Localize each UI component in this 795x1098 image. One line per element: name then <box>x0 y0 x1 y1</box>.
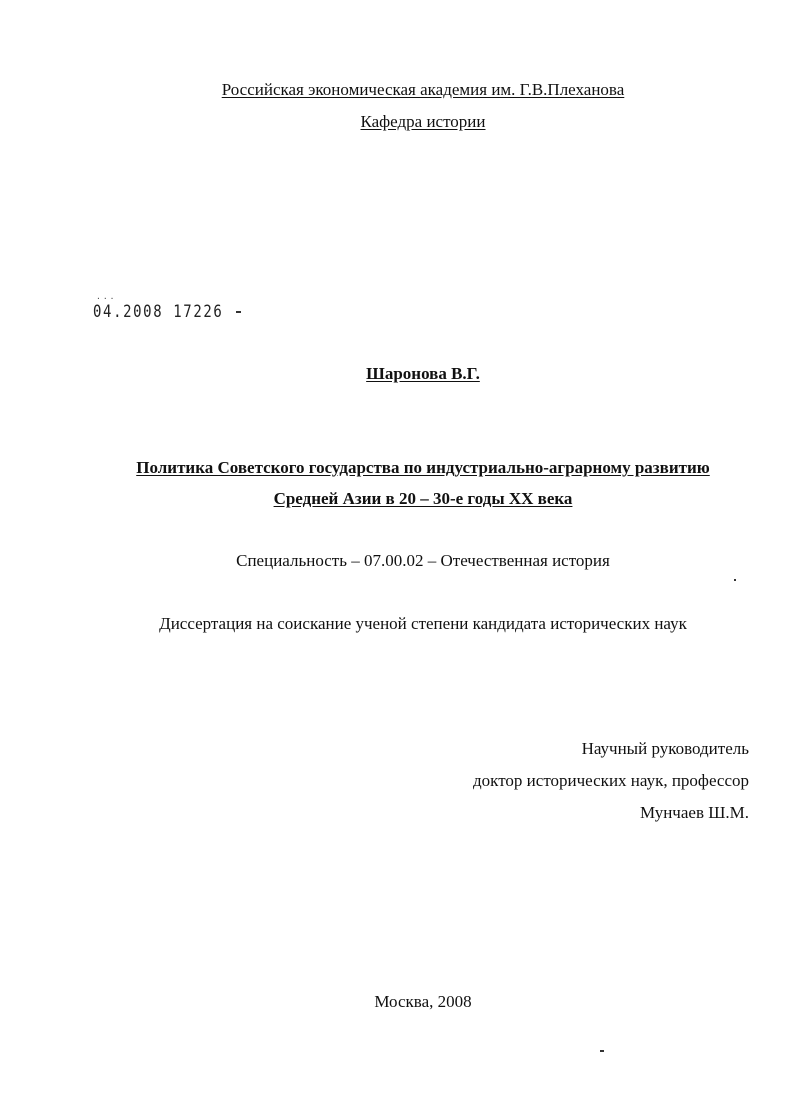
dissertation-title-line-1: Политика Советского государства по индустриально-аграрному развитию <box>136 458 710 477</box>
city-year: Москва, 2008 <box>374 992 472 1011</box>
dissertation-title-line-2: Средней Азии в 20 – 30-е годы XX века <box>273 489 573 508</box>
page-speck <box>734 579 736 581</box>
page-speck-bottom <box>600 1050 604 1052</box>
supervisor-role: Научный руководитель <box>581 739 749 758</box>
stamp-marks: ... <box>96 292 117 301</box>
specialty-line: Специальность – 07.00.02 – Отечественная история <box>236 551 610 570</box>
institution-name: Российская экономическая академия им. Г.В.Плеханова <box>221 80 625 99</box>
author-name: Шаронова В.Г. <box>366 364 480 383</box>
department-name: Кафедра истории <box>360 112 486 131</box>
supervisor-name: Мунчаев Ш.М. <box>640 803 749 822</box>
supervisor-credentials: доктор исторических наук, профессор <box>473 771 749 790</box>
library-stamp-number: 04.2008 17226 <box>93 302 224 322</box>
stamp-dash-mark <box>236 311 241 313</box>
degree-line: Диссертация на соискание ученой степени кандидата исторических наук <box>159 614 687 633</box>
